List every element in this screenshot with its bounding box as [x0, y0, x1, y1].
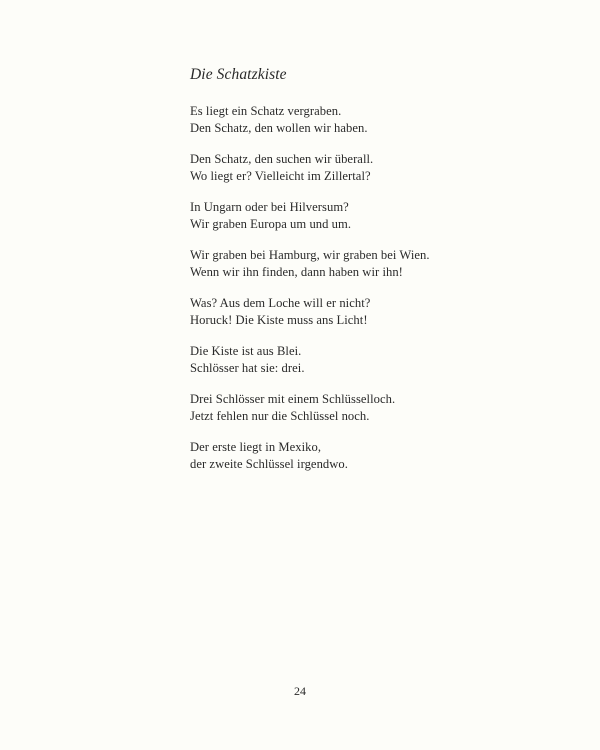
poem-line: Jetzt fehlen nur die Schlüssel noch. [190, 409, 370, 423]
poem-line: Die Kiste ist aus Blei. [190, 344, 302, 358]
stanza [190, 439, 570, 473]
poem-line: Horuck! Die Kiste muss ans Licht! [190, 313, 368, 327]
poem-line: der zweite Schlüssel irgendwo. [190, 457, 348, 471]
poem-line: Wir graben Europa um und um. [190, 217, 352, 231]
page-number: 24 [294, 684, 306, 698]
stanza [190, 247, 570, 281]
poem-line: Wir graben bei Hamburg, wir graben bei Wien. [190, 248, 430, 262]
poem-title: Die Schatzkiste [190, 66, 287, 83]
stanza [190, 199, 570, 233]
poem-line: In Ungarn oder bei Hilversum? [190, 200, 349, 214]
poem-line: Drei Schlösser mit einem Schlüsselloch. [190, 392, 396, 406]
poem-line: Wenn wir ihn finden, dann haben wir ihn! [190, 265, 403, 279]
poem-line: Was? Aus dem Loche will er nicht? [190, 296, 371, 310]
poem-line: Wo liegt er? Vielleicht im Zillertal? [190, 169, 371, 183]
poem-body [190, 103, 570, 487]
poem-line: Den Schatz, den wollen wir haben. [190, 121, 368, 135]
stanza [190, 391, 570, 425]
poem-line: Schlösser hat sie: drei. [190, 361, 305, 375]
poem-line: Der erste liegt in Mexiko, [190, 440, 322, 454]
stanza [190, 103, 570, 137]
poem-line: Den Schatz, den suchen wir überall. [190, 152, 374, 166]
stanza [190, 151, 570, 185]
stanza [190, 343, 570, 377]
poem-line: Es liegt ein Schatz vergraben. [190, 104, 342, 118]
stanza [190, 295, 570, 329]
